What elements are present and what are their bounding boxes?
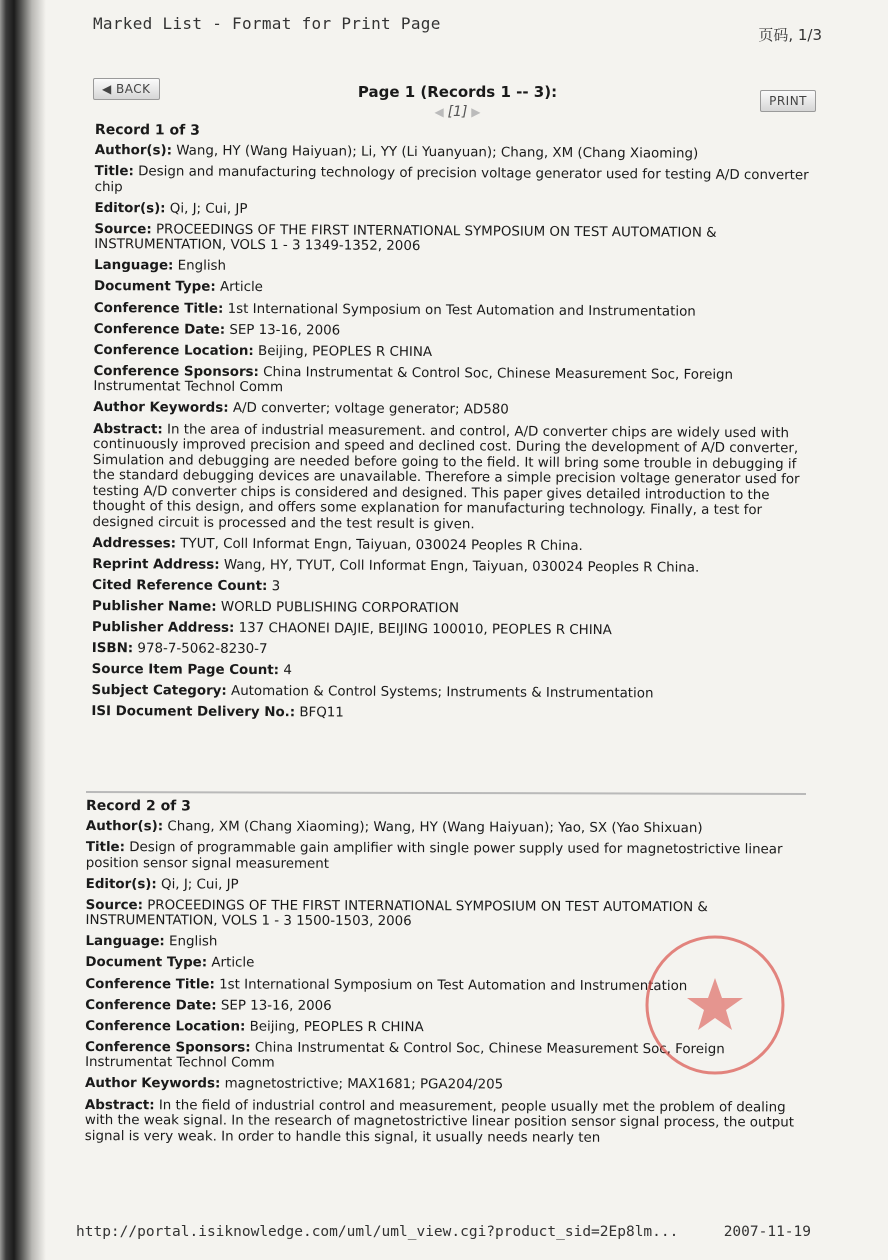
print-header: Marked List - Format for Print Page — [93, 14, 441, 33]
field-label: Conference Date: — [93, 321, 226, 338]
field-value: Wang, HY, TYUT, Coll Informat Engn, Taiyuan, 030024 Peoples R China. — [223, 557, 700, 576]
record-field — [92, 641, 807, 661]
field-value: In the field of industrial control and measurement, people usually met the problem of dealing with the weak signal. In the research of magnetostrictive linear position sensor signal process, the output signal is very weak. In order to handle this signal, it usually needs nearly ten — [84, 1097, 795, 1146]
record-field — [92, 620, 807, 640]
field-value: Design of programmable gain amplifier with single power supply used for magnetostrictive linear position sensor signal measurement — [85, 840, 783, 872]
record-fields — [91, 143, 810, 724]
field-value: English — [169, 934, 218, 950]
record — [91, 122, 810, 730]
page-number: 页码, 1/3 — [758, 26, 822, 44]
pager — [0, 104, 888, 120]
field-label: Cited Reference Count: — [92, 577, 268, 594]
record-divider — [86, 791, 806, 795]
field-value: A/D converter; voltage generator; AD580 — [232, 401, 509, 418]
scan-shadow — [0, 0, 46, 1260]
record-field — [86, 819, 801, 837]
field-value: Beijing, PEOPLES R CHINA — [249, 1019, 424, 1035]
footer-date: 2007-11-19 — [723, 1224, 811, 1240]
field-value: TYUT, Coll Informat Engn, Taiyuan, 030024 Peoples R China. — [180, 536, 583, 554]
record-field — [92, 599, 807, 619]
record-field — [93, 422, 809, 535]
back-arrow-icon: ◀ — [102, 82, 117, 96]
record-field — [93, 364, 808, 399]
record-field — [92, 578, 807, 598]
field-label: Author(s): — [85, 818, 164, 835]
field-label: Language: — [85, 934, 165, 950]
field-label: Abstract: — [93, 421, 163, 437]
field-value: Qi, J; Cui, JP — [169, 201, 248, 217]
page-title: Page 1 (Records 1 -- 3): — [357, 83, 558, 101]
record-field — [95, 143, 810, 163]
field-label: ISI Document Delivery No.: — [91, 704, 296, 721]
field-label: Conference Sponsors: — [93, 363, 259, 380]
field-value: 978-7-5062-8230-7 — [137, 641, 268, 658]
pager-current[interactable]: [1] — [447, 104, 468, 120]
field-label: Publisher Name: — [91, 598, 217, 615]
field-label: Title: — [85, 840, 126, 856]
record-field — [86, 898, 801, 931]
field-label: Conference Location: — [93, 342, 254, 359]
record-field — [92, 557, 807, 577]
field-value: In the area of industrial measurement. and control, A/D converter chips are widely used with continuously improved precision and speed and declined cost. During the development of A/D converter, Simulation and debugging are needed before going to the field. It will bring some trouble in debugging if the standard debugging devices are unavailable. Therefore a simple precision voltage generator used for testing A/D converter chips is considered and designed. This paper gives detailed introduction to the thought of this design, and offers some explanation for manufacturing technology. Finally, a test for designed circuit is processed and the test result is given. — [92, 421, 800, 532]
field-value: 1st International Symposium on Test Automation and Instrumentation — [219, 977, 688, 994]
field-label: Reprint Address: — [92, 556, 220, 573]
field-label: Conference Title: — [93, 300, 224, 317]
field-label: Publisher Address: — [91, 619, 235, 636]
record-field — [94, 222, 809, 257]
field-label: Source: — [94, 221, 152, 238]
field-value: 3 — [271, 578, 281, 594]
record-field — [94, 258, 809, 278]
field-label: Conference Location: — [85, 1018, 246, 1035]
record-field — [95, 164, 810, 199]
record-field — [94, 279, 809, 299]
field-value: PROCEEDINGS OF THE FIRST INTERNATIONAL SYMPOSIUM ON TEST AUTOMATION & INSTRUMENTATION, VOLS 1 - 3 1349-1352, 2006 — [94, 222, 717, 255]
field-value: Automation & Control Systems; Instruments & Instrumentation — [231, 684, 654, 702]
next-page-icon[interactable]: ▶ — [467, 105, 481, 119]
back-button-label: BACK — [116, 82, 151, 96]
prev-page-icon[interactable]: ◀ — [434, 105, 448, 119]
record-field — [85, 1098, 800, 1147]
seal-star-icon — [687, 978, 743, 1030]
print-button[interactable]: PRINT — [760, 90, 816, 112]
field-value: SEP 13-16, 2006 — [229, 322, 341, 339]
field-label: Conference Title: — [85, 976, 215, 993]
field-value: Article — [211, 955, 255, 972]
field-label: Editor(s): — [85, 876, 157, 892]
field-value: China Instrumentat & Control Soc, Chinese Measurement Soc, Foreign Instrumentat Technol Comm — [85, 1040, 725, 1072]
field-value: magnetostrictive; MAX1681; PGA204/205 — [224, 1076, 504, 1093]
footer-url[interactable]: http://portal.isiknowledge.com/uml/uml_view.cgi?product_sid=2Ep8lm... — [76, 1224, 679, 1240]
field-label: Author Keywords: — [93, 400, 229, 417]
field-value: SEP 13-16, 2006 — [220, 998, 332, 1014]
record-field — [94, 301, 809, 321]
field-label: Author Keywords: — [84, 1076, 221, 1092]
field-label: Subject Category: — [91, 683, 227, 700]
field-value: Wang, HY (Wang Haiyuan); Li, YY (Li Yuanyuan); Chang, XM (Chang Xiaoming) — [176, 143, 699, 162]
field-label: Conference Date: — [85, 997, 217, 1014]
field-value: Qi, J; Cui, JP — [161, 876, 239, 893]
record-field — [86, 840, 801, 873]
record-field — [92, 662, 807, 682]
field-value: Article — [219, 280, 263, 296]
field-value: Beijing, PEOPLES R CHINA — [257, 343, 433, 360]
field-value: 4 — [283, 663, 292, 679]
field-value: WORLD PUBLISHING CORPORATION — [220, 599, 460, 617]
record-field — [93, 400, 808, 420]
field-value: BFQ11 — [299, 705, 344, 721]
field-value: English — [177, 258, 227, 275]
record-field — [94, 343, 809, 363]
field-label: Title: — [94, 164, 134, 180]
field-label: Document Type: — [85, 955, 208, 971]
field-label: Editor(s): — [94, 200, 166, 217]
field-value: 137 CHAONEI DAJIE, BEIJING 100010, PEOPLES R CHINA — [238, 620, 612, 639]
field-label: Addresses: — [92, 535, 177, 552]
field-value: 1st International Symposium on Test Automation and Instrumentation — [227, 301, 696, 320]
field-label: Document Type: — [93, 279, 216, 296]
record-field — [94, 201, 809, 221]
field-label: Source Item Page Count: — [91, 662, 280, 679]
field-value: Design and manufacturing technology of precision voltage generator used for testing A/D converter chip — [94, 164, 809, 195]
record-field — [92, 536, 807, 556]
field-label: ISBN: — [91, 641, 134, 657]
field-label: Author(s): — [94, 142, 173, 159]
field-value: PROCEEDINGS OF THE FIRST INTERNATIONAL SYMPOSIUM ON TEST AUTOMATION & INSTRUMENTATION, VOLS 1 - 3 1500-1503, 2006 — [85, 897, 708, 930]
record-field — [86, 877, 801, 895]
record-field — [91, 683, 806, 703]
record-field — [91, 704, 806, 724]
field-label: Source: — [85, 897, 144, 913]
official-seal — [640, 930, 790, 1080]
field-label: Abstract: — [84, 1097, 155, 1113]
record-field — [94, 322, 809, 342]
record-heading: Record 1 of 3 — [94, 122, 200, 139]
field-value: Chang, XM (Chang Xiaoming); Wang, HY (Wang Haiyuan); Yao, SX (Yao Shixuan) — [167, 819, 703, 837]
field-label: Language: — [94, 258, 174, 274]
field-label: Conference Sponsors: — [85, 1039, 251, 1056]
field-value: China Instrumentat & Control Soc, Chinese Measurement Soc, Foreign Instrumentat Technol Comm — [93, 364, 734, 396]
record-heading: Record 2 of 3 — [85, 798, 191, 815]
